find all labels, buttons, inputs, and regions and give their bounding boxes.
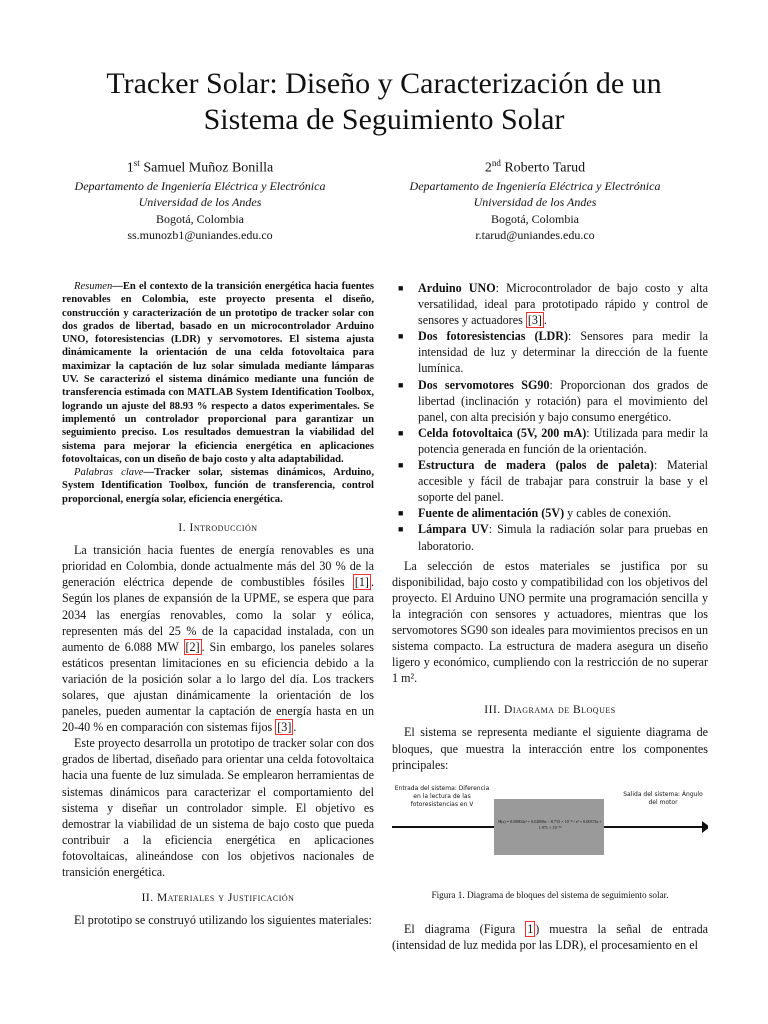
output-label: Salida del sistema: Ángulo del motor [623,790,703,806]
author-order: 1 [126,160,134,176]
diagram-text: ) muestra la señal de entrada (intensidad de luz medida por las LDR), el procesamiento en el [392,921,708,952]
figure-link[interactable]: 1 [527,921,534,936]
author-department: Departamento de Ingeniería Eléctrica y Electrónica [74,178,326,193]
author-university: Universidad de los Andes [138,195,262,210]
item-desc: : Microcontrolador de bajo costo y alta versatilidad, ideal para prototipado rápido y control de sensores y actuadores [418,281,708,328]
item-desc: : Simula la radiación solar para pruebas en laboratorio. [418,522,708,553]
intro-text: La transición hacia fuentes de energía renovables es una prioridad en Colombia, donde actualmente más del 30 % de la generación eléctrica depende de combustibles fósiles [62,543,374,590]
citation-link[interactable]: [2] [185,639,200,654]
author-block-1 [40,154,360,244]
item-desc: : Utilizada para medir la potencia generada en función de la orientación. [418,425,708,456]
diagram-intro: El sistema se representa mediante el siguiente diagrama de bloques, que muestra la interacción entre los componentes principales: [392,725,708,772]
list-item [392,425,708,457]
section-heading-materials: II. Materiales y Justificación [141,892,295,905]
citation-link[interactable]: [3] [277,720,292,735]
item-tail: . [543,313,547,328]
section-heading-intro: I. Introducción [178,522,258,535]
author-block-2 [375,154,695,244]
item-term: Arduino UNO [418,281,496,295]
intro-paragraph-2: Este proyecto desarrolla un prototipo de tracker solar con dos grados de libertad, diseñado para orientar una celda fotovoltaica hacia una fuente de luz simulada. Se emplearon herramientas de sistemas dinámicos para caracterizar el comportamiento del sistema y diseñar un controlador simple. El objetivo es demostrar la viabilidad de un sistema de bajo costo que pueda contribuir a la eficiencia energética en aplicaciones fotovoltaicas, alineándose con los objetivos nacionales de transición energética. [62,736,374,880]
bullet-icon: ■ [398,427,404,438]
citation-link[interactable]: [1] [354,575,369,590]
diagram-paragraph [392,921,708,953]
transfer-function-formula: H(s) = 0.08804s² + 0.02896s − 8.715 × 10⁻⁸ / s³ + 0.00376s + 1.971 × 10⁻¹³ [498,818,602,830]
citation-link[interactable]: [3] [527,313,542,328]
list-item [392,457,708,505]
item-term: Dos servomotores SG90 [418,377,550,392]
block-diagram-figure [392,785,708,881]
abstract [62,280,374,466]
keywords [62,466,374,506]
bullet-icon: ■ [398,524,404,535]
abstract-label: Resumen [74,281,113,292]
item-desc: : Sensores para medir la intensidad de luz y determinar la dirección de la fuente lumínica. [418,329,708,376]
bullet-icon: ■ [398,460,404,471]
bullet-icon: ■ [398,379,404,390]
right-column [392,280,708,953]
bullet-icon: ■ [398,283,404,293]
author-name [40,154,360,178]
author-email[interactable]: ss.munozb1@uniandes.edu.co [127,228,273,243]
item-desc: : Material accesible y fácil de trabajar para construir la base y el soporte del panel. [418,458,708,505]
item-term: Fuente de alimentación (5V) [418,506,565,521]
materials-justification: La selección de estos materiales se justifica por su disponibilidad, bajo costo y compatibilidad con los objetivos del proyecto. El Arduino UNO permite una programación sencilla y la integración con sensores y actuadores, mientras que los servomotores SG90 son ideales para movimientos precisos en un sistema compacto. La estructura de madera asegura un diseño ligero y económico, cumpliendo con la restricción de no superar 1 m². [392,558,708,686]
author-email[interactable]: r.tarud@uniandes.edu.co [475,228,595,243]
diagram-text: El diagrama (Figura [404,921,526,936]
author-order-sup: nd [491,158,501,168]
materials-list [392,280,708,554]
item-term: Dos fotoresistencias (LDR) [418,329,569,344]
author-name-text: Samuel Muñoz Bonilla [143,160,274,176]
list-item [392,280,708,328]
list-item [392,377,708,425]
list-item [392,328,708,376]
intro-paragraph-1 [62,542,374,735]
author-name [375,154,695,178]
input-label: Entrada del sistema: Diferencia en la lectura de las fotoresistencias en V [394,784,490,808]
item-term: Celda fotovoltaica (5V, 200 mA) [418,425,587,440]
list-item [392,521,708,553]
materials-intro: El prototipo se construyó utilizando los siguientes materiales: [74,913,372,928]
bullet-icon: ■ [398,331,404,342]
item-desc: : Proporcionan dos grados de libertad (inclinación y rotación) para el movimiento del panel, con alta precisión y bajo consumo energético. [418,377,708,424]
figure-caption: Figura 1. Diagrama de bloques del sistema de seguimiento solar. [431,889,669,900]
paper-title: Tracker Solar: Diseño y Caracterización de un Sistema de Seguimiento Solar [106,67,662,136]
author-department: Departamento de Ingeniería Eléctrica y Electrónica [409,178,661,193]
keywords-text: —Tracker solar, sistemas dinámicos, Arduino, System Identification Toolbox, función de transferencia, control proporcional, energía solar, eficiencia energética. [62,467,374,505]
intro-text: . Según los planes de expansión de la UPME, se espera que para 2034 las energías renovables, como la solar y eólica, representen más del 25 % de la capacidad instalada, con un aumento de 6.088 MW [62,575,374,654]
section-heading-diagram: III. Diagrama de Bloques [484,704,616,717]
author-order: 2 [484,160,492,176]
author-city: Bogotá, Colombia [491,211,579,226]
author-name-text: Roberto Tarud [504,160,586,176]
author-city: Bogotá, Colombia [156,211,244,226]
item-term: Estructura de madera (palos de paleta) [418,458,654,473]
intro-text: . [293,720,297,735]
list-item [392,505,708,521]
author-order-sup: st [133,158,140,168]
item-term: Lámpara UV [418,522,489,537]
abstract-text: —En el contexto de la transición energética hacia fuentes renovables en Colombia, este proyecto presenta el diseño, construcción y caracterización de un prototipo de tracker solar con dos grados de libertad, basado en un microcontrolador Arduino UNO, fotoresistencias (LDR) y servomotores. El sistema ajusta dinámicamente la orientación de una celda fotovoltaica para maximizar la captación de luz solar simulada mediante lámparas UV. Se caracterizó el sistema dinámico mediante una función de transferencia estimada con MATLAB System Identification Toolbox, logrando un ajuste del 88.93 % respecto a datos experimentales. Se implementó un controlador proporcional para garantizar un seguimiento preciso. Los resultados demuestran la viabilidad del sistema para mejorar la eficiencia energética en aplicaciones fotovoltaicas, con un diseño de bajo costo y alta adaptabilidad. [62,281,374,465]
author-university: Universidad de los Andes [473,195,597,210]
output-arrowhead [702,821,708,833]
bullet-icon: ■ [398,508,404,519]
keywords-label: Palabras clave [74,467,144,479]
left-column [62,280,374,928]
intro-text: . Sin embargo, los paneles solares estáticos presentan limitaciones en su eficiencia debido a la variación de la posición solar a lo largo del día. Los trackers solares, que ajustan dinámicamente la orientación de los paneles, pueden aumentar la captación de energía hasta en un 20-40 % en comparación con sistemas fijos [62,639,374,735]
item-desc: y cables de conexión. [564,506,672,521]
